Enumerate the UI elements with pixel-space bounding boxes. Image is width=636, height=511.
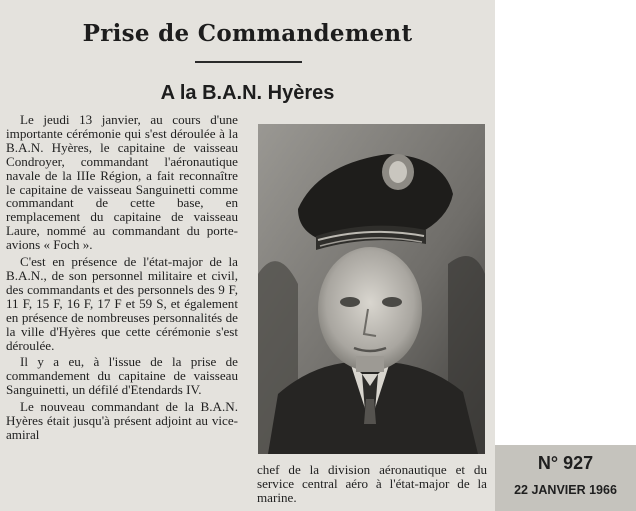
issue-date: 22 JANVIER 1966 [514, 483, 617, 497]
article-subtitle: A la B.A.N. Hyères [160, 82, 335, 104]
paragraph-2: C'est en présence de l'état-major de la B.A.N., de son personnel militaire et civil, des commandants et des personnels des 9 F, 11 F, 15 F, 16 F, 17 F et 59 S, et également en présence de nombreuses personnalités de la ville d'Hyères que cette cérémonie s'est déroulée. [6, 254, 238, 353]
article-title: Prise de Commandement [82, 20, 413, 47]
paragraph-3: Il y a eu, à l'issue de la prise de commandement du capitaine de vaisseau Sanguinetti, un défilé d'Etendards IV. [6, 354, 238, 398]
paragraph-1: Le jeudi 13 janvier, au cours d'une importante cérémonie qui s'est déroulée à la B.A.N. Hyères, le capitaine de vaisseau Condroyer, commandant l'aéronautique navale de la IIIe Région, a fait reconnaître le capitaine de vaisseau Sanguinetti comme commandant de cette base, en remplacement du capitaine de vaisseau Laure, nommé au commandant du porte-avions « Foch ». [6, 112, 238, 253]
paragraph-continuation: chef de la division aéronautique et du service central aéro à l'état-major de la marine. [257, 462, 487, 505]
article-column-right [257, 463, 487, 505]
title-divider [195, 61, 302, 63]
portrait-photo [258, 124, 485, 454]
article-column-left [6, 113, 238, 445]
paragraph-4: Le nouveau commandant de la B.A.N. Hyères était jusqu'à présent adjoint au vice-amiral [6, 399, 238, 442]
issue-info-box [495, 445, 636, 511]
issue-number: N° 927 [537, 453, 594, 473]
officer-portrait-image [258, 124, 485, 454]
